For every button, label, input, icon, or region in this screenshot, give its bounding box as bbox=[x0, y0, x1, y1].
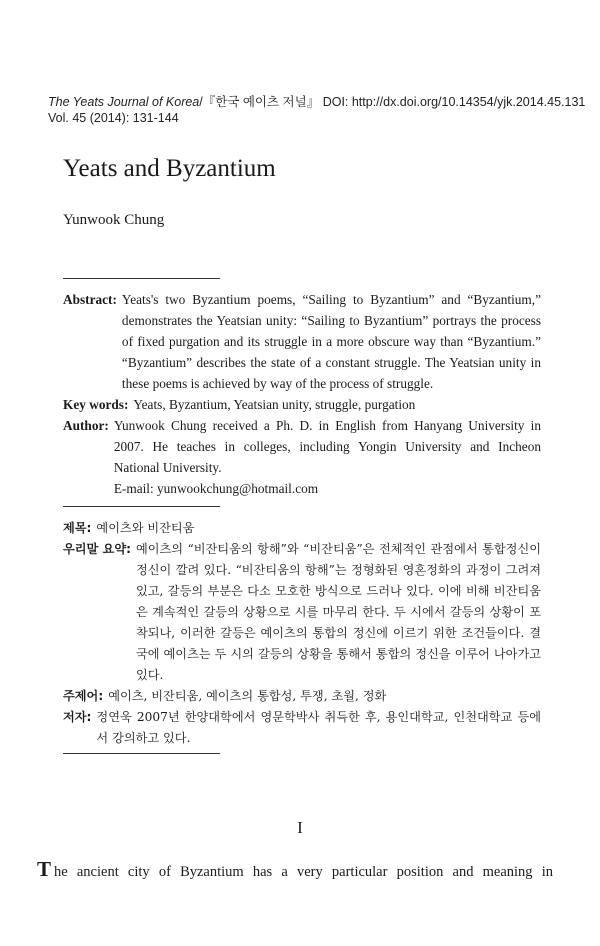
journal-korean-name: /『한국 예이츠 저널』 bbox=[199, 95, 320, 109]
citation-line bbox=[48, 94, 585, 110]
divider-bottom bbox=[63, 753, 220, 754]
korean-title-row bbox=[63, 518, 541, 539]
doi[interactable]: DOI: http://dx.doi.org/10.14354/yjk.2014.45.131 bbox=[319, 95, 586, 109]
article-author: Yunwook Chung bbox=[63, 212, 165, 228]
divider-top bbox=[63, 278, 220, 279]
journal-name: The Yeats Journal of Korea bbox=[48, 95, 200, 109]
author-email[interactable]: E-mail: yunwookchung@hotmail.com bbox=[113, 481, 319, 496]
divider-middle bbox=[63, 506, 220, 507]
abstract-label: Abstract: bbox=[63, 292, 117, 307]
korean-author-row bbox=[63, 707, 541, 749]
korean-title-text: 예이츠와 비잔티움 bbox=[96, 521, 195, 535]
keywords-label: Key words: bbox=[63, 397, 129, 412]
body-first-line bbox=[37, 858, 553, 883]
author-row bbox=[63, 415, 541, 499]
english-abstract-block bbox=[63, 289, 541, 499]
korean-summary-row bbox=[63, 539, 541, 686]
author-bio: Yunwook Chung received a Ph. D. in English from Hanyang University in 2007. He teaches in colleges, including Yongin University and Incheon National University. bbox=[113, 418, 541, 475]
abstract-row bbox=[63, 289, 541, 394]
section-number: I bbox=[297, 818, 303, 837]
drop-cap: T bbox=[37, 857, 52, 881]
korean-keywords-row bbox=[63, 686, 541, 707]
korean-keywords-label: 주제어: bbox=[63, 689, 104, 703]
korean-abstract-block bbox=[63, 518, 541, 749]
keywords-row bbox=[63, 394, 541, 415]
author-info bbox=[114, 415, 541, 499]
korean-summary-text: 예이츠의 “비잔티움의 항해”와 “비잔티움”은 전체적인 관점에서 통합정신이 정신이 깔려 있다. “비잔티움의 항해”는 정형화된 영혼정화의 과정이 그려져 있고, 갈등의 부분은 다소 모호한 방식으로 드러나 있다. 이에 비해 비잔티움은 계속적인 갈등의 상황으로 시를 마무리 한다. 두 시에서 갈등의 상황이 포착되나, 이러한 갈등은 예이츠의 통합의 정신에 이르기 위한 조건들이다. 결국에 예이츠는 두 시의 갈등의 상황을 통해서 통합의 정신을 이루어 나아가고 있다. bbox=[135, 542, 541, 682]
korean-keywords-text: 예이츠, 비잔티움, 예이츠의 통합성, 투쟁, 초월, 정화 bbox=[108, 689, 387, 703]
journal-header bbox=[48, 94, 585, 126]
keywords-text: Yeats, Byzantium, Yeatsian unity, struggle, purgation bbox=[133, 397, 416, 412]
article-title: Yeats and Byzantium bbox=[63, 155, 276, 182]
volume-line: Vol. 45 (2014): 131-144 bbox=[48, 111, 179, 125]
korean-author-label: 저자: bbox=[63, 710, 92, 724]
abstract-text: Yeats's two Byzantium poems, “Sailing to Byzantium” and “Byzantium,” demonstrates the Yeatsian unity: “Sailing to Byzantium” portrays the process of fixed purgation and its struggle in a more obscure way than “Byzantium.” “Byzantium” describes the state of a constant struggle. The Yeatsian unity in these poems is achieved by way of the process of struggle. bbox=[121, 292, 541, 391]
korean-title-label: 제목: bbox=[63, 521, 92, 535]
korean-summary-label: 우리말 요약: bbox=[63, 542, 131, 556]
body-text: he ancient city of Byzantium has a very particular position and meaning in bbox=[54, 864, 553, 880]
korean-author-text: 정연욱 2007년 한양대학에서 영문학박사 취득한 후, 용인대학교, 인천대학교 등에서 강의하고 있다. bbox=[96, 710, 541, 745]
author-label: Author: bbox=[63, 418, 109, 433]
